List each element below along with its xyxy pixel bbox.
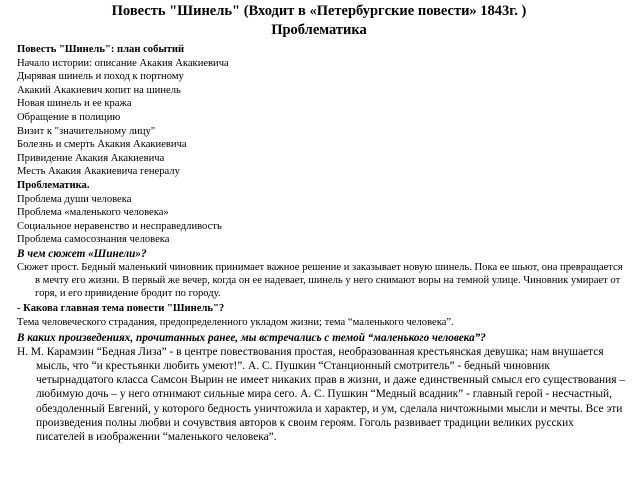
plan-item: Дырявая шинель и поход к портному xyxy=(17,71,184,83)
plan-item: Визит к "значительному лицу" xyxy=(17,125,156,137)
problem-item: Проблема души человека xyxy=(17,193,132,205)
plot-answer: Сюжет прост. Бедный маленький чиновник принимает важное решение и заказывает новую шинель. Пока ее шьют, она превращается в мечту его жизни. В первый же вечер, когда он ее надевает, шинель у него снимают воры на темной улице. Чиновник умирает от горя, и его привидение бродит по городу. xyxy=(17,261,623,300)
theme-answer: Тема человеческого страдания, предопределенного укладом жизни; тема “маленького человека”. xyxy=(17,317,454,329)
plan-item: Акакий Акакиевич копит на шинель xyxy=(17,84,181,96)
plan-item: Болезнь и смерть Акакия Акакиевича xyxy=(17,139,187,151)
plan-heading: Повесть "Шинель": план событий xyxy=(17,44,185,55)
theme-question: - Какова главная тема повести "Шинель"? xyxy=(17,302,225,314)
works-answer: Н. М. Карамзин “Бедная Лиза” - в центре повествования простая, необразованная крестьянская девушка; нам внушается мысль, что “и крестьянки любить умеют!”. А. С. Пушкин “Станционный смотритель” - бедный чиновник четырнадцатого класса Самсон Вырин не имеет никаких прав в жизни, и даже единственный смысл его существования – любимую дочь – у него отнимают сильные мира сего. А. С. Пушкин “Медный всадник” - главный герой - несчастный, обездоленный Евгений, у которого бедность уничтожила и характер, и ум, сделала ничтожными мысли и мечты. Все эти произведения полны любви и сочувствия авторов к своим героям. Гоголь развивает традиции великих русских писателей в изображении “маленького человека”. xyxy=(17,345,625,443)
plan-item: Обращение в полицию xyxy=(17,111,121,123)
problem-item: Проблема «маленького человека» xyxy=(17,207,169,219)
plan-item: Новая шинель и ее кража xyxy=(17,98,132,110)
plan-item: Месть Акакия Акакиевича генералу xyxy=(17,166,180,178)
title-line-1: Повесть "Шинель" (Входит в «Петербургские повести» 1843г. ) xyxy=(111,3,527,19)
works-question: В каких произведениях, прочитанных ранее, мы встречались с темой “маленького человека”? xyxy=(17,331,486,344)
problem-item: Проблема самосознания человека xyxy=(17,234,170,246)
problem-item: Социальное неравенство и несправедливость xyxy=(17,220,222,232)
problems-heading: Проблематика. xyxy=(17,179,90,191)
title-line-2: Проблематика xyxy=(271,22,367,38)
slide-content xyxy=(17,43,625,444)
plan-item: Привидение Акакия Акакиевича xyxy=(17,152,165,164)
plot-question: В чем сюжет «Шинели»? xyxy=(17,247,147,260)
page-title xyxy=(0,2,638,40)
plan-item: Начало истории: описание Акакия Акакиевича xyxy=(17,57,229,69)
